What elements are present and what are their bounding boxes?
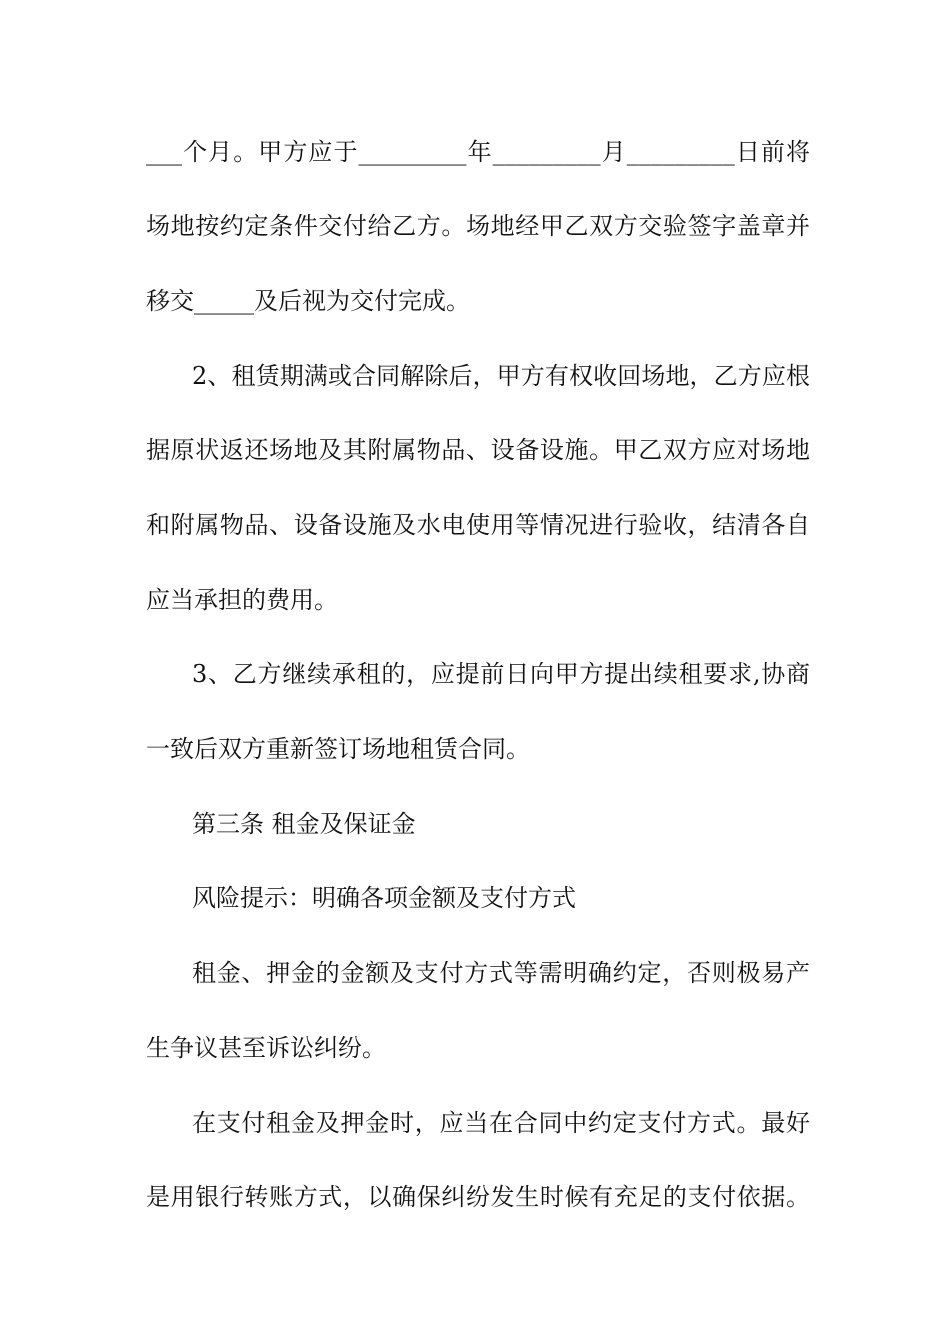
paragraph-line: 据原状返还场地及其附属物品、设备设施。甲乙双方应对场地 [146,436,810,464]
paragraph-line: 场地按约定条件交付给乙方。场地经甲乙双方交验签字盖章并 [146,212,810,240]
paragraph-line: 在支付租金及押金时，应当在合同中约定支付方式。最好 [192,1109,810,1137]
paragraph-line: 是用银行转账方式，以确保纠纷发生时候有充足的支付依据。 [146,1183,810,1211]
paragraph-line: 2、租赁期满或合同解除后，甲方有权收回场地，乙方应根 [192,362,810,390]
paragraph-line: 生争议甚至诉讼纠纷。 [146,1034,386,1062]
paragraph-line: 租金、押金的金额及支付方式等需明确约定，否则极易产 [192,959,810,987]
paragraph-line: 和附属物品、设备设施及水电使用等情况进行验收，结清各自 [146,511,810,539]
section-heading: 第三条 租金及保证金 [192,810,416,838]
paragraph-line: 一致后双方重新签订场地租赁合同。 [146,735,530,763]
risk-tip: 风险提示：明确各项金额及支付方式 [192,884,576,912]
paragraph-line: 移交_____及后视为交付完成。 [146,287,470,315]
paragraph-line: 应当承担的费用。 [146,586,338,614]
paragraph-line: ___个月。甲方应于_________年_________月_________日前将 [146,138,810,166]
paragraph-line: 3、乙方继续承租的，应提前日向甲方提出续租要求,协商 [192,660,810,688]
